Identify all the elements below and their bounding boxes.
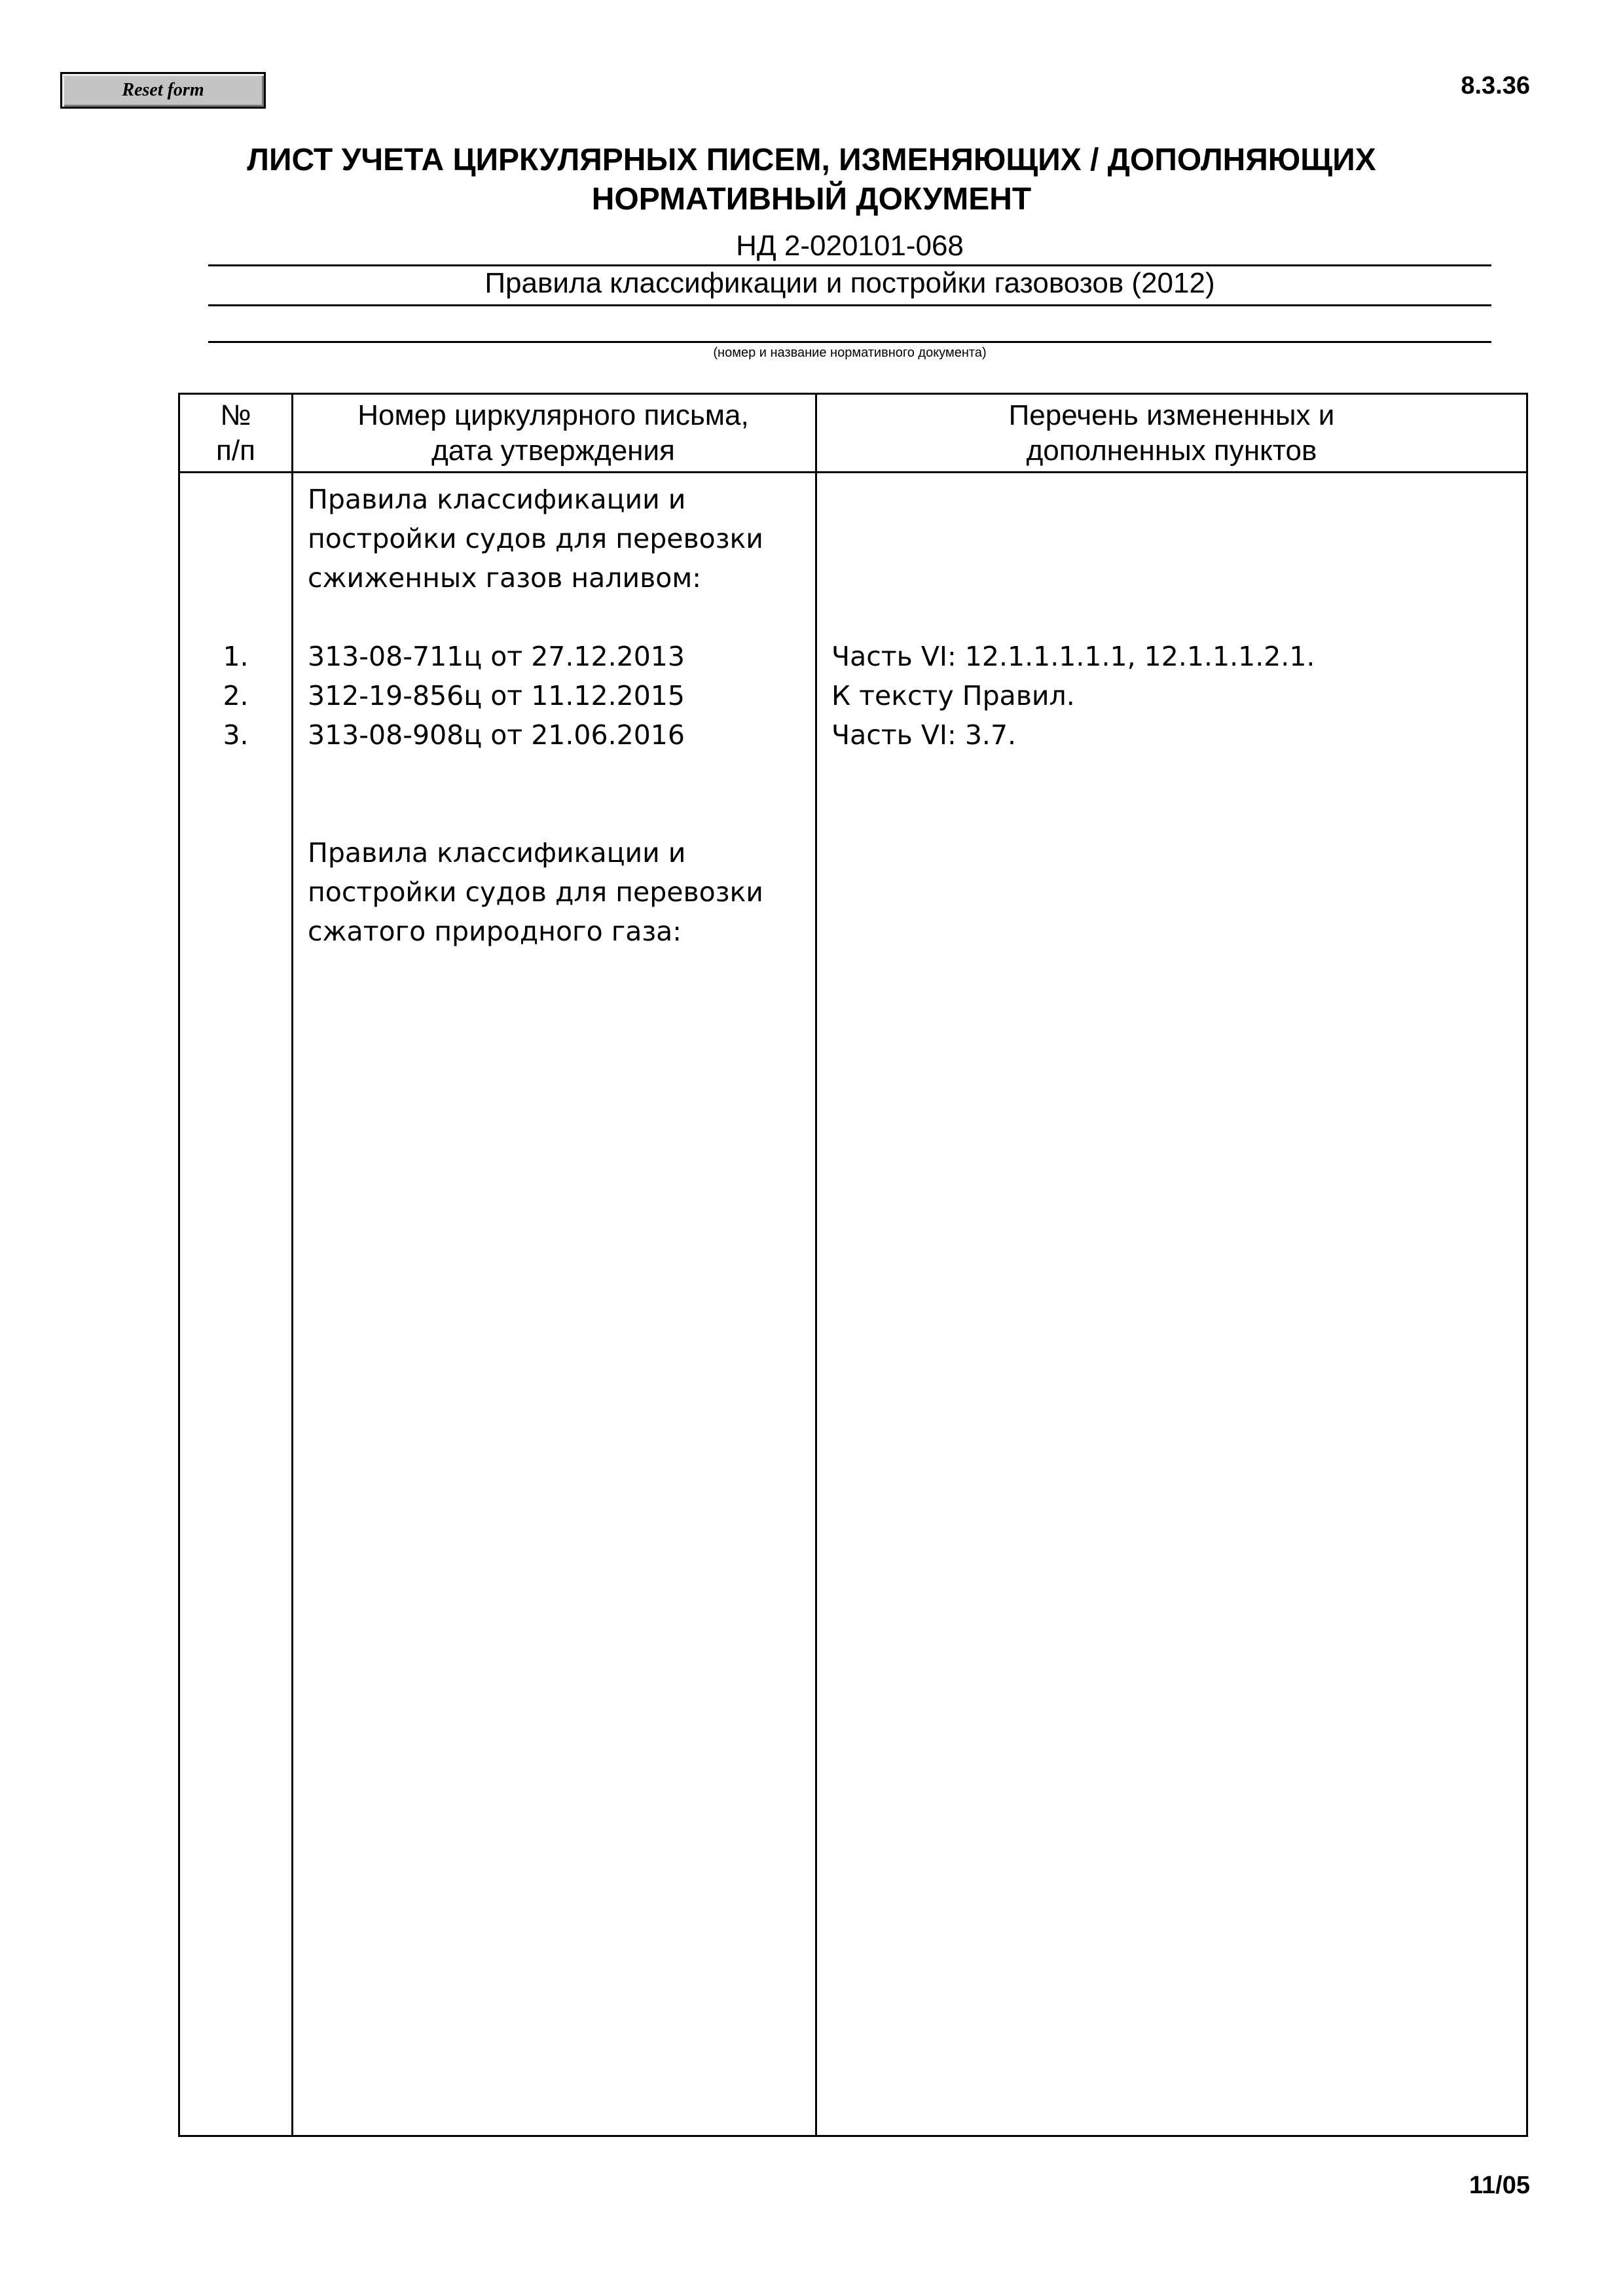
group2-heading-line: постройки судов для перевозки [308,876,763,908]
group1-heading-line: сжиженных газов наливом: [308,562,702,594]
header-letter-line2: дата утверждения [431,434,675,467]
header-items-line2: дополненных пунктов [1026,434,1317,467]
title-line-1: ЛИСТ УЧЕТА ЦИРКУЛЯРНЫХ ПИСЕМ, ИЗМЕНЯЮЩИХ / ДОПОЛНЯЮЩИХ [247,143,1376,177]
group2-heading-line: Правила классификации и [308,837,686,869]
group1-heading [308,480,763,598]
header-num-line1: № [220,399,251,431]
group1-heading-line: постройки судов для перевозки [308,523,763,554]
header-items-line1: Перечень измененных и [1008,399,1335,431]
row-number: 2. [223,680,249,711]
column-divider [815,395,817,2135]
title-line-2: НОРМАТИВНЫЙ ДОКУМЕНТ [591,182,1032,217]
form-code: 11/05 [1469,2172,1530,2199]
divider [208,304,1491,306]
row-letter[interactable]: 312-19-856ц от 11.12.2015 [308,680,685,711]
header-letter-line1: Номер циркулярного письма, [357,399,749,431]
group2-heading [308,833,763,951]
header-items [815,395,1528,471]
group1-heading-line: Правила классификации и [308,484,686,515]
column-divider [291,395,293,2135]
row-items[interactable]: Часть VI: 3.7. [831,719,1017,751]
divider [208,341,1491,343]
row-items[interactable]: К тексту Правил. [831,680,1075,711]
page-title [0,141,1623,219]
header-divider [180,471,1526,473]
document-name-field[interactable]: Правила классификации и постройки газовозов (2012) [484,267,1215,299]
section-code: 8.3.36 [1461,72,1530,99]
document-caption: (номер и название нормативного документа) [713,346,987,360]
reset-form-button[interactable]: Reset form [60,72,266,109]
row-items[interactable]: Часть VI: 12.1.1.1.1.1, 12.1.1.1.2.1. [831,641,1315,672]
circular-letters-table [178,393,1528,2137]
group2-heading-line: сжатого природного газа: [308,916,682,947]
row-letter[interactable]: 313-08-908ц от 21.06.2016 [308,719,685,751]
header-letter [291,395,815,471]
row-number: 1. [223,641,249,672]
header-num-line2: п/п [216,434,255,467]
header-num [180,395,291,471]
row-letter[interactable]: 313-08-711ц от 27.12.2013 [308,641,685,672]
document-number-field[interactable]: НД 2-020101-068 [736,230,964,262]
row-number: 3. [223,719,249,751]
